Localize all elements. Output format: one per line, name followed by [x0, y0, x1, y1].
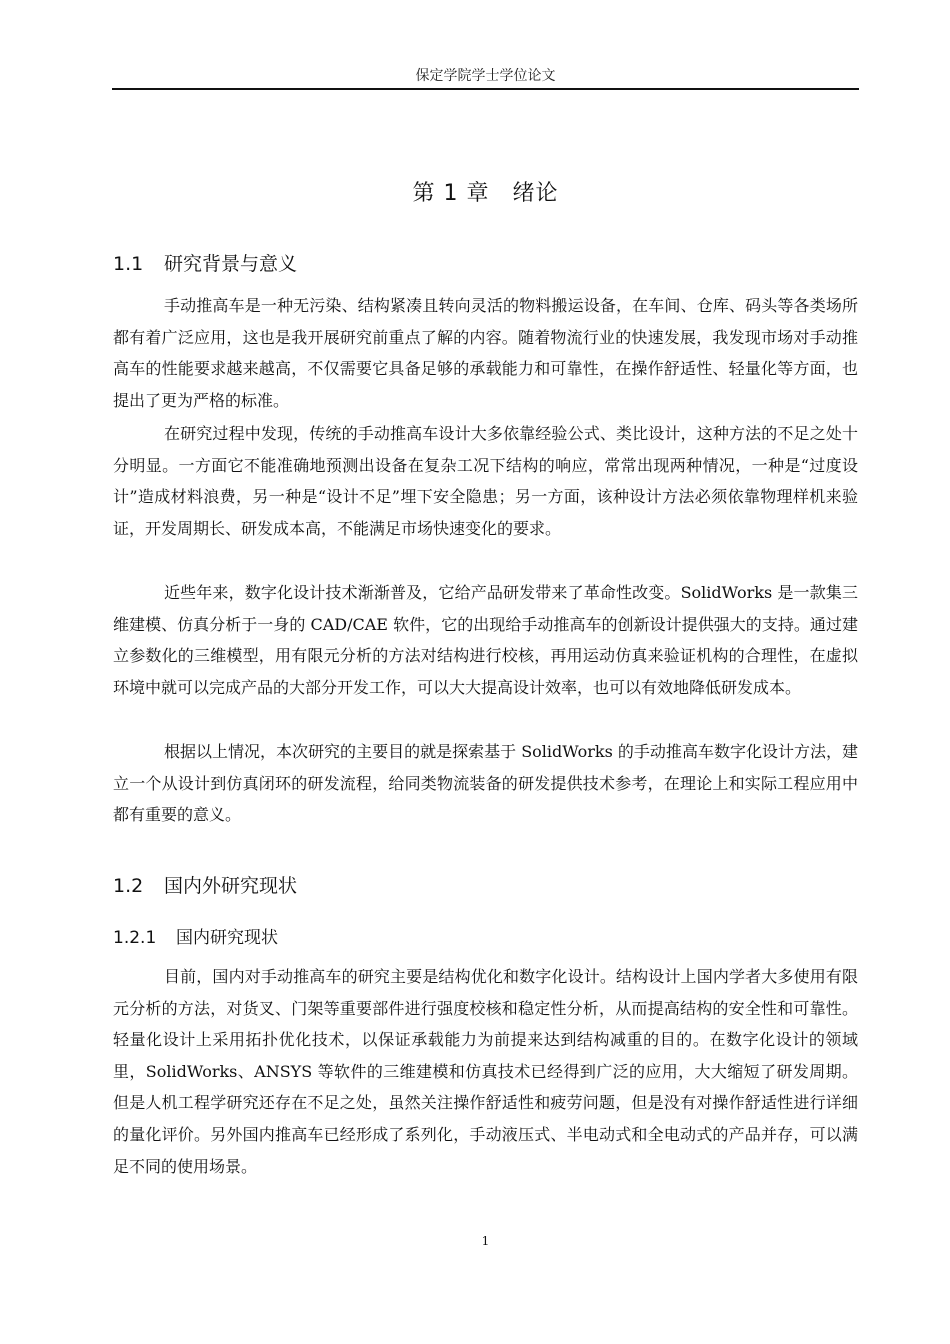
subsection-number: 1.2.1 — [113, 928, 157, 948]
chapter-title: 第 1 章 绪论 — [412, 181, 559, 206]
paragraph: 目前，国内对手动推高车的研究主要是结构优化和数字化设计。结构设计上国内学者大多使用有限元分析的方法，对货叉、门架等重要部件进行强度校核和稳定性分析，从而提高结构的安全性和可靠性。轻量化设计上采用拓扑优化技术，以保证承载能力为前提来达到结构减重的目的。在数字化设计的领域里，SolidWorks、ANSYS 等软件的三维建模和仿真技术已经得到广泛的应用，大大缩短了研发周期。但是人机工程学研究还存在不足之处，虽然关注操作舒适性和疲劳问题，但是没有对操作舒适性进行详细的量化评价。另外国内推高车已经形成了系列化，手动液压式、半电动式和全电动式的产品并存，可以满足不同的使用场景。 — [113, 967, 858, 1176]
page-number: 1 — [481, 1234, 490, 1248]
section-heading-1-2 — [113, 872, 297, 900]
subsection-heading-1-2-1 — [113, 925, 278, 951]
paragraph: 近些年来，数字化设计技术渐渐普及，它给产品研发带来了革命性改变。SolidWorks 是一款集三维建模、仿真分析于一身的 CAD/CAE 软件，它的出现给手动推高车的创新设计提供强大的支持。通过建立参数化的三维模型，用有限元分析的方法对结构进行校核，再用运动仿真来验证机构的合理性，在虚拟环境中就可以完成产品的大部分开发工作，可以大大提高设计效率，也可以有效地降低研发成本。 — [113, 583, 858, 697]
running-header: 保定学院学士学位论文 — [415, 68, 556, 84]
section-title: 国内外研究现状 — [164, 875, 298, 897]
section-heading-1-1 — [113, 250, 297, 278]
header-rule — [112, 88, 859, 90]
section-number: 1.2 — [113, 875, 144, 897]
section-number: 1.1 — [113, 253, 144, 275]
subsection-title: 国内研究现状 — [176, 928, 278, 948]
paragraph: 在研究过程中发现，传统的手动推高车设计大多依靠经验公式、类比设计，这种方法的不足之处十分明显。一方面它不能准确地预测出设备在复杂工况下结构的响应，常常出现两种情况，一种是“过度设计”造成材料浪费，另一种是“设计不足”埋下安全隐患；另一方面，该种设计方法必须依靠物理样机来验证，开发周期长、研发成本高，不能满足市场快速变化的要求。 — [113, 424, 858, 538]
paragraph: 手动推高车是一种无污染、结构紧凑且转向灵活的物料搬运设备，在车间、仓库、码头等各类场所都有着广泛应用，这也是我开展研究前重点了解的内容。随着物流行业的快速发展，我发现市场对手动推高车的性能要求越来越高，不仅需要它具备足够的承载能力和可靠性，在操作舒适性、轻量化等方面，也提出了更为严格的标准。 — [113, 296, 858, 410]
section-title: 研究背景与意义 — [164, 253, 298, 275]
paragraph: 根据以上情况，本次研究的主要目的就是探索基于 SolidWorks 的手动推高车数字化设计方法，建立一个从设计到仿真闭环的研发流程，给同类物流装备的研发提供技术参考，在理论上和实际工程应用中都有重要的意义。 — [113, 742, 858, 825]
